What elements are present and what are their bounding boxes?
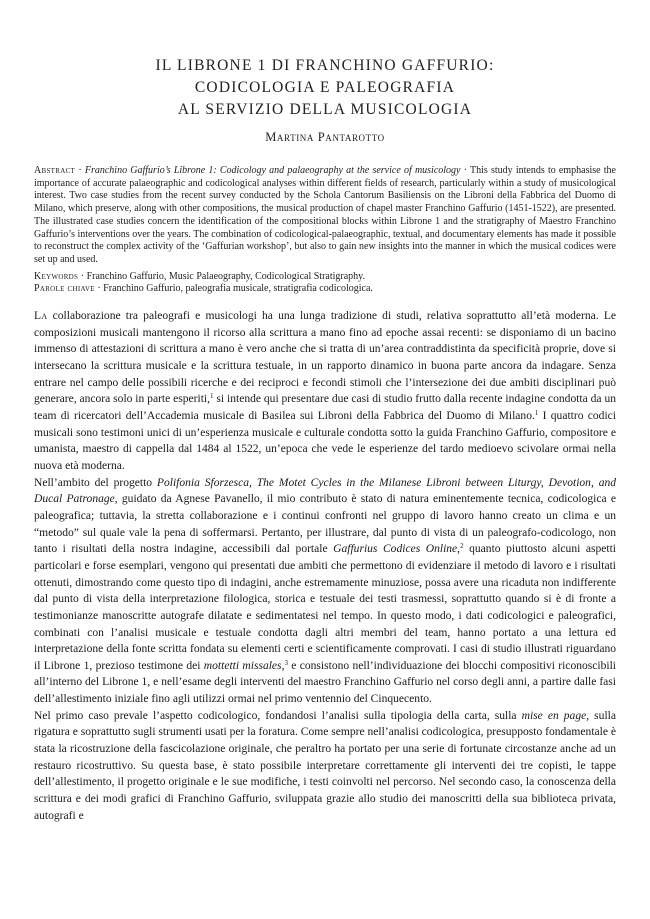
- paragraph-text: si intende qui presentare due casi di studio frutto dalla recente indagine condotta da un team di ricercatori dell’Accademia musicale di Basilea sui Libroni della Fabbrica del Duomo di Milano.: [34, 393, 616, 422]
- paragraph-text: , guidato da Agnese Pavanello, il mio contributo è stato di natura eminentemente tecnica, codicologica e paleografica; tuttavia, la stretta collaborazione e i continui confronti nel gruppo di lavoro hanno creato un clima e un “metodo” sul quale vale la pena di soffermarsi. Pertanto, per illustrare, dal punto di vista di un paleografo-codicologo, non tanto i risultati della nostra indagine, accessibili dal portale: [34, 493, 616, 556]
- body-paragraph-2: [34, 475, 616, 708]
- footnote-ref-3[interactable]: 3: [284, 658, 288, 667]
- keywords-label: Keywords: [34, 270, 79, 282]
- paragraph-text: e consistono nell’individuazione dei blocchi compositivi riconoscibili all’interno del Librone 1, e nell’esame degli interventi del maestro Franchino Gaffurio nel corso degli anni, a partire dalle fasi dell’allestimento iniziale fino agli utilizzi ormai nel primo ventennio del Cinquecento.: [34, 659, 616, 706]
- abstract-separator: ·: [75, 165, 85, 176]
- abstract-english-title: Franchino Gaffurio’s Librone 1: Codicology and palaeography at the service of musicology: [84, 165, 461, 176]
- keywords: [34, 271, 616, 284]
- footnote-ref-1[interactable]: 1: [210, 392, 214, 401]
- title-line-3: AL SERVIZIO DELLA MUSICOLOGIA: [177, 101, 473, 118]
- paragraph-text: Nel primo caso prevale l’aspetto codicologico, fondandosi l’analisi sulla tipologia della carta, sulla: [34, 709, 522, 722]
- paragraph-text: Nell’ambito del progetto: [34, 476, 157, 489]
- keywords-text: · Franchino Gaffurio, Music Palaeography, Codicological Stratigraphy.: [78, 270, 366, 282]
- italic-term: mise en page: [521, 709, 587, 722]
- footnote-ref-1b[interactable]: 1: [534, 408, 539, 417]
- parole-chiave-label: Parole chiave: [34, 283, 95, 295]
- abstract-separator-2: ·: [460, 165, 471, 176]
- parole-chiave-text: · Franchino Gaffurio, paleografia musicale, stratigrafia codicologica.: [94, 283, 373, 295]
- title-line-1: IL LIBRONE 1 DI FRANCHINO GAFFURIO:: [155, 57, 495, 74]
- paragraph-text: , sulla rigatura e soprattutto sugli strumenti usati per la foratura. Come sempre nell’analisi codicologica, presupposto fondamentale è stata la ricostruzione della fascicolazione originale, che peraltro ha portato per una serie di fortunate circostanze anche ad un restauro ricostruttivo. Su questa base, è stato possibile interpretare correttamente gli interventi dei tre copisti, le tappe dell’allestimento, il progetto originale e le sue modifiche, i testi coinvolti nel percorso. Nel secondo caso, la conoscenza della scrittura e dei modi grafici di Franchino Gaffurio, sviluppata grazie allo studio dei manoscritti della sua biblioteca privata, autografi e: [34, 709, 616, 822]
- article-body: [34, 308, 616, 824]
- author-name: Martina Pantarotto: [265, 130, 385, 144]
- paragraph-text: quanto piuttosto alcuni aspetti particolari e forse esemplari, vengono qui presentati due ambiti che permettono di evidenziare il metodo di lavoro e i risultati ottenuti, dimostrando come questo tipo di indagini, anche estremamente minuziose, possa avere una ricaduta non indifferente dal punto di vista della interpretazione filologica, storica e testuale dei testi trasmessi, soprattutto quando si è di fronte a testimonianze manoscritte autografe dilatate e sedimentatesi nel tempo. In questo modo, i dati codicologici e paleografici, combinati con l’analisi musicale e testuale condotta dagli altri membri del team, hanno portato a una lettura ed interpretazione della fonte scritta fondata su elementi certi e scientificamente comprovati. I casi di studio illustrati riguardano il Librone 1, prezioso testimone dei: [34, 543, 616, 672]
- body-paragraph-1: [34, 308, 616, 475]
- abstract: [34, 165, 616, 267]
- paragraph-text: I quattro codici musicali sono testimoni unici di un’esperienza musicale e culturale condotta sotto la guida Franchino Gaffurio, compositore e umanista, maestro di cappella dal 1484 al 1522, un’epoca che vede le esperienze del tardo medioevo scivolare ormai nella nuova età moderna.: [34, 409, 616, 472]
- abstract-text: This study intends to emphasise the importance of accurate palaeographic and codicological analyses within different fields of research, particularly within a study of musicological interest. Two case studies from the recent survey conducted by the Schola Cantorum Basiliensis on the Libroni della Fabbrica del Duomo di Milano, which preserve, along with other compositions, the musical production of chapel master Franchino Gaffurio (1451-1522), are presented. The illustrated case studies concern the identification of the compositional blocks within Librone 1 and the stratigraphy of Maestro Franchino Gaffurio’s interventions over the years. The combination of codicological-palaeographic, textual, and documentary elements has made it possible to reconstruct the complex activity of the ‘Gaffurian workshop’, but also to gain new insights into the manner in which the musical codices were set up and used.: [34, 165, 616, 265]
- article-title: [34, 55, 616, 121]
- paragraph-text: ,: [281, 659, 285, 672]
- portal-name: Gaffurius Codices Online: [333, 543, 458, 556]
- body-paragraph-3: [34, 708, 616, 825]
- article-page: [34, 0, 616, 824]
- title-line-2: CODICOLOGIA E PALEOGRAFIA: [194, 79, 456, 96]
- italic-term: mottetti missales: [203, 659, 282, 672]
- footnote-ref-2[interactable]: 2: [460, 542, 464, 551]
- parole-chiave: [34, 283, 616, 296]
- paragraph-text: ,: [457, 543, 461, 556]
- project-title: Polifonia Sforzesca, The Motet Cycles in the Milanese Libroni between Liturgy, Devotion, and Ducal Patronage: [34, 476, 617, 506]
- abstract-label: Abstract: [34, 165, 76, 176]
- paragraph-text: collaborazione tra paleografi e musicologi ha una lunga tradizione di studi, relativa soprattutto all’età moderna. Le composizioni musicali mantengono il ricorso alla scrittura a mano fino ad epoche assai recenti: se disponiamo di un bacino immenso di attestazioni di scrittura a mano è vero anche che si tratta di un’area contraddistinta da specificità proprie, dove si intersecano la scrittura musicale e la scrittura testuale, in un rapporto dinamico in buona parte ancora da indagare. Senza entrare nel campo delle possibili ricerche e dei reciproci e fecondi stimoli che l’intersezione dei due ambiti disciplinari può generare, ancora solo in parte esperiti,: [34, 310, 616, 406]
- paragraph-initial: La: [34, 310, 48, 323]
